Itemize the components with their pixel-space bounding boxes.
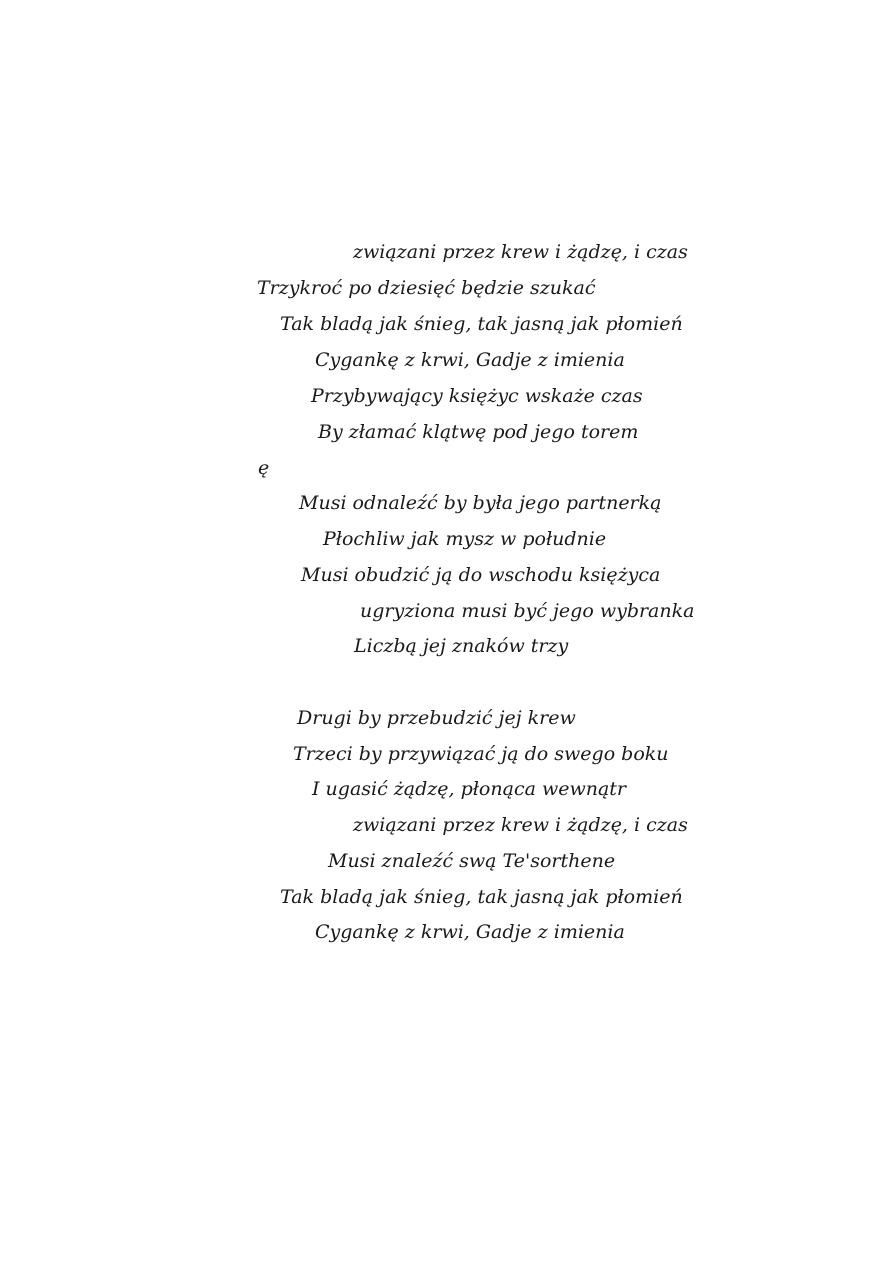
poem-line: Drugi by przebudzić jej krew: [297, 707, 576, 729]
poem-line: Tak bladą jak śnieg, tak jasną jak płomień: [280, 886, 683, 908]
poem-line: związani przez krew i żądzę, i czas: [353, 241, 688, 263]
poem-line: Trzeci by przywiązać ją do swego boku: [293, 743, 669, 765]
poem-line: związani przez krew i żądzę, i czas: [353, 814, 688, 836]
poem-line: Cygankę z krwi, Gadje z imienia: [315, 921, 625, 943]
poem-line: Liczbą jej znaków trzy: [354, 635, 569, 657]
poem-line: ę: [258, 457, 270, 479]
poem-line: Musi znaleźć swą Te'sorthene: [328, 850, 616, 872]
poem-line: Płochliw jak mysz w południe: [323, 528, 607, 550]
poem-line: Przybywający księżyc wskaże czas: [311, 385, 643, 407]
poem-line: Musi odnaleźć by była jego partnerką: [299, 492, 662, 514]
poem-line: By złamać klątwę pod jego torem: [318, 421, 639, 443]
poem-line: Tak bladą jak śnieg, tak jasną jak płomień: [280, 313, 683, 335]
poem-line: ugryziona musi być jego wybranka: [360, 600, 695, 622]
poem-line: Cygankę z krwi, Gadje z imienia: [315, 349, 625, 371]
poem-line: Musi obudzić ją do wschodu księżyca: [301, 564, 661, 586]
poem-line: I ugasić żądzę, płonąca wewnątr: [312, 778, 627, 800]
poem-line: Trzykroć po dziesięć będzie szukać: [257, 277, 596, 299]
